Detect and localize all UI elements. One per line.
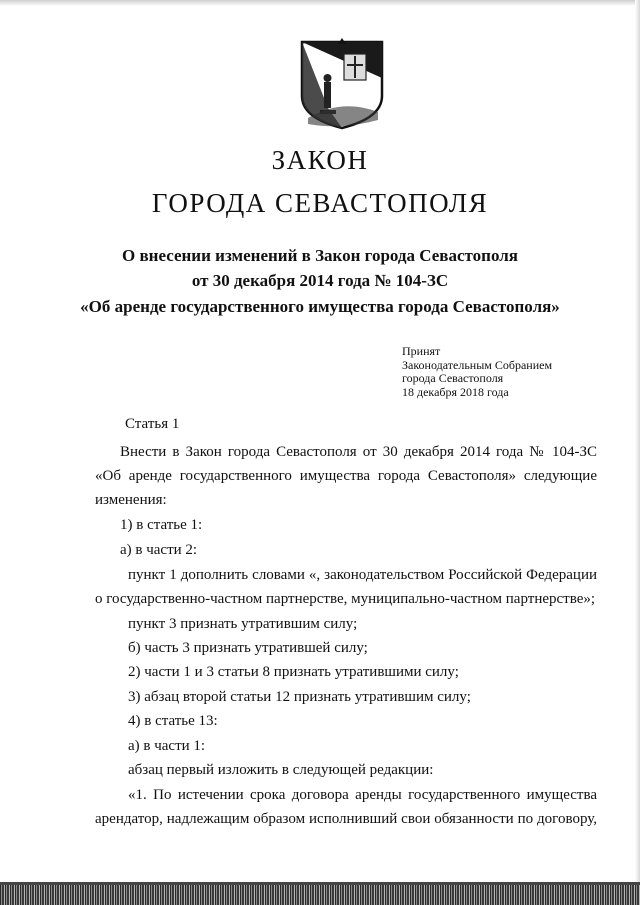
scan-edge-bottom (0, 885, 640, 905)
item-part-3: б) часть 3 признать утратившей силу; (128, 640, 368, 656)
item-part-1: а) в части 1: (128, 738, 206, 754)
item-article-8: 2) части 1 и 3 статьи 8 признать утратившими силу; (128, 664, 459, 680)
law-title: ЗАКОН (271, 145, 369, 175)
scan-edge-right (635, 0, 640, 905)
adoption-line-2: Законодательным Собранием (402, 357, 553, 372)
item-quote-line-2-text: арендатор, надлежащим образом исполнивший свои обязанности по договору, (95, 811, 597, 827)
adoption-line-3: города Севастополя (402, 371, 504, 385)
item-paragraph-first: абзац первый изложить в следующей редакции: (128, 762, 434, 778)
item-point-3: пункт 3 признать утратившим силу; (128, 616, 358, 632)
law-subtitle-line-3: «Об аренде государственного имущества города Севастополя» (80, 297, 560, 316)
law-city-title: ГОРОДА СЕВАСТОПОЛЯ (151, 188, 489, 218)
item-article-1: 1) в статье 1: (120, 517, 203, 533)
item-quote-line-1-text: «1. По истечении срока договора аренды государственного имущества (128, 787, 597, 803)
item-point-1-text: пункт 1 дополнить словами «, законодательством Российской Федерации (128, 567, 597, 583)
item-article-12: 3) абзац второй статьи 12 признать утратившим силу; (128, 689, 471, 705)
adoption-date: 18 декабря 2018 года (402, 384, 509, 399)
law-subtitle-line-1: О внесении изменений в Закон города Севастополя (122, 246, 518, 265)
item-point-1 (128, 567, 597, 584)
item-point-1-cont: о государственно-частном партнерстве, муниципально-частном партнерстве»; (95, 591, 596, 607)
intro-line-2-text: «Об аренде государственного имущества города Севастополя» следующие (95, 468, 597, 484)
item-article-13: 4) в статье 13: (128, 713, 218, 729)
item-quote-line-1 (128, 787, 597, 804)
adoption-line-1: Принят (402, 344, 441, 358)
scan-edge-top (0, 0, 640, 6)
article-heading: Статья 1 (125, 416, 180, 432)
law-subtitle-line-2: от 30 декабря 2014 года № 104-ЗС (191, 271, 449, 290)
adoption-block (402, 345, 552, 399)
intro-line-1 (120, 444, 597, 461)
coat-of-arms-emblem (298, 38, 386, 130)
intro-line-3: изменения: (95, 492, 167, 508)
intro-line-1-text: Внести в Закон города Севастополя от 30 декабря 2014 года № 104-ЗС (120, 444, 597, 460)
item-quote-line-2 (95, 811, 597, 828)
item-part-2: а) в части 2: (120, 542, 198, 558)
intro-line-2 (95, 468, 597, 485)
